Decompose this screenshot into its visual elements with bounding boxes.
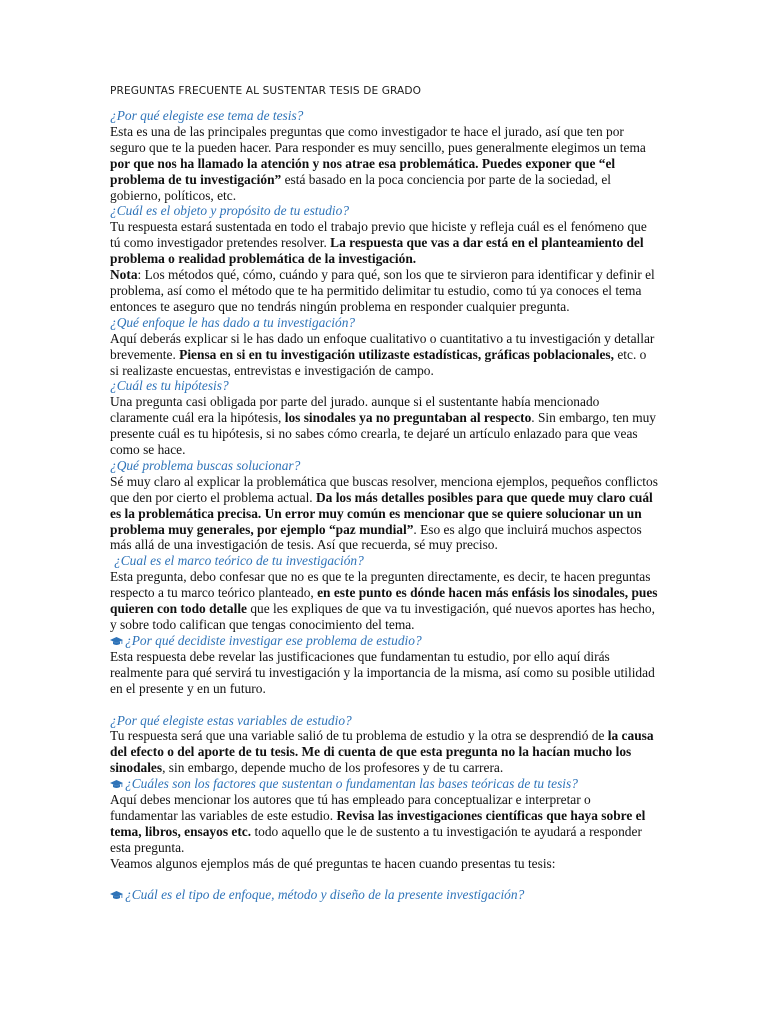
document-title: PREGUNTAS FRECUENTE AL SUSTENTAR TESIS DE GRADO bbox=[110, 85, 422, 97]
question-heading: ¿Qué enfoque le has dado a tu investigación? bbox=[110, 314, 356, 330]
section-problema bbox=[110, 458, 658, 553]
answer-paragraph: Esta respuesta debe revelar las justificaciones que fundamentan tu estudio, por ello aquí dirás realmente para qué servirá tu investigación y la importancia de la misma, así como su posible utilidad en el presente y en un futuro. bbox=[110, 648, 655, 696]
section-objeto bbox=[110, 203, 658, 314]
answer-paragraph: Aquí debes mencionar los autores que tú has empleado para conceptualizar e interpretar o fundamentar las variables de este estudio. Revisa las investigaciones científicas que haya sobre el tema, libros, ensayos etc. todo aquello que le de sustento a tu investigación te ayudará a responder esta pregunta. bbox=[110, 792, 646, 855]
section-factores bbox=[110, 776, 658, 871]
question-heading: ¿Cuáles son los factores que sustentan o fundamentan las bases teóricas de tu tesis? bbox=[110, 776, 658, 792]
section-tema bbox=[110, 108, 658, 203]
question-heading: ¿Cual es el marco teórico de tu investigación? bbox=[114, 553, 364, 569]
answer-paragraph: Tu respuesta será que una variable salió de tu problema de estudio y la otra se desprendió de la causa del efecto o del aporte de tu tesis. Me di cuenta de que esta pregunta no la hacían mucho los sinodales, sin embargo, depende mucho de los profesores y de tu carrera. bbox=[110, 728, 654, 776]
graduation-cap-icon bbox=[110, 890, 123, 900]
section-hipotesis bbox=[110, 378, 658, 458]
answer-paragraph: Una pregunta casi obligada por parte del jurado. aunque si el sustentante había mencionado claramente cuál era la hipótesis, los sinodales ya no preguntaban al respecto. Sin embargo, ten muy presente cuál es tu hipótesis, si no sabes cómo crearla, te dejaré un artículo enlazado para que veas como se hace. bbox=[110, 394, 657, 458]
blank-line bbox=[110, 872, 658, 887]
answer-paragraph: Esta pregunta, debo confesar que no es que te la pregunten directamente, es decir, te hacen preguntas respecto a tu marco teórico planteado, en este punto es dónde hacen más enfásis los sinodales, pues quieren con todo detalle que les expliques de que va tu investigación, qué nuevos aportes has hecho, y sobre todo califican que tengas conocimiento del tema. bbox=[110, 569, 658, 632]
blank-line bbox=[110, 697, 658, 713]
question-heading: ¿Por qué elegiste estas variables de estudio? bbox=[110, 712, 352, 728]
graduation-cap-icon bbox=[110, 779, 123, 789]
note-paragraph: Nota: Los métodos qué, cómo, cuándo y para qué, son los que te sirvieron para identificar y definir el problema, así como el método que te ha permitido delimitar tu estudio, como tú ya conoces el tema entonces te aseguro que no tendrás ningún problema en responder cualquier pregunta. bbox=[110, 267, 655, 314]
note-label: Nota bbox=[110, 267, 138, 283]
question-heading: ¿Por qué elegiste ese tema de tesis? bbox=[110, 108, 304, 123]
intro-paragraph: Veamos algunos ejemplos más de qué preguntas te hacen cuando presentas tu tesis: bbox=[110, 855, 556, 871]
question-heading: ¿Cuál es el tipo de enfoque, método y diseño de la presente investigación? bbox=[110, 887, 658, 903]
document-page bbox=[110, 84, 658, 903]
question-heading: ¿Por qué decidiste investigar ese problema de estudio? bbox=[110, 633, 658, 649]
answer-paragraph: Esta es una de las principales preguntas que como investigador te hace el jurado, así que ten por seguro que te la pueden hacer. Para responder es muy sencillo, pues generalmente elegimos un tema por que nos ha llamado la atención y nos atrae esa problemática. Puedes exponer que “el problema de tu investigación” está basado en la poca conciencia por parte de la sociedad, el gobierno, políticos, etc. bbox=[110, 123, 646, 203]
answer-paragraph: Tu respuesta estará sustentada en todo el trabajo previo que hiciste y refleja cuál es el fenómeno que tú como investigador pretendes resolver. La respuesta que vas a dar está en el planteamiento del problema o realidad problemática de la investigación. bbox=[110, 219, 647, 267]
section-tipo-enfoque bbox=[110, 887, 658, 903]
section-marco-teorico bbox=[110, 553, 658, 633]
question-heading: ¿Cuál es el objeto y propósito de tu estudio? bbox=[110, 203, 350, 219]
answer-paragraph: Aquí deberás explicar si le has dado un enfoque cualitativo o cuantitativo a tu investigación y detallar brevemente. Piensa en si en tu investigación utilizaste estadísticas, gráficas poblacionales, etc. o si realizaste encuestas, entrevistas e investigación de campo. bbox=[110, 330, 655, 378]
section-enfoque bbox=[110, 315, 658, 379]
question-heading: ¿Qué problema buscas solucionar? bbox=[110, 457, 301, 473]
section-justificacion bbox=[110, 633, 658, 697]
graduation-cap-icon bbox=[110, 636, 123, 646]
section-variables bbox=[110, 713, 658, 777]
question-heading: ¿Cuál es tu hipótesis? bbox=[110, 378, 229, 394]
answer-paragraph: Sé muy claro al explicar la problemática que buscas resolver, menciona ejemplos, pequeños conflictos que den por cierto el problema actual. Da los más detalles posibles para que quede muy claro cuál es la problemática precisa. Un error muy común es mencionar que se quiere solucionar un un problema muy generales, por ejemplo “paz mundial”. Eso es algo que incluirá muchos aspectos más allá de una investigación de tesis. Así que recuerda, sé muy preciso. bbox=[110, 473, 658, 553]
